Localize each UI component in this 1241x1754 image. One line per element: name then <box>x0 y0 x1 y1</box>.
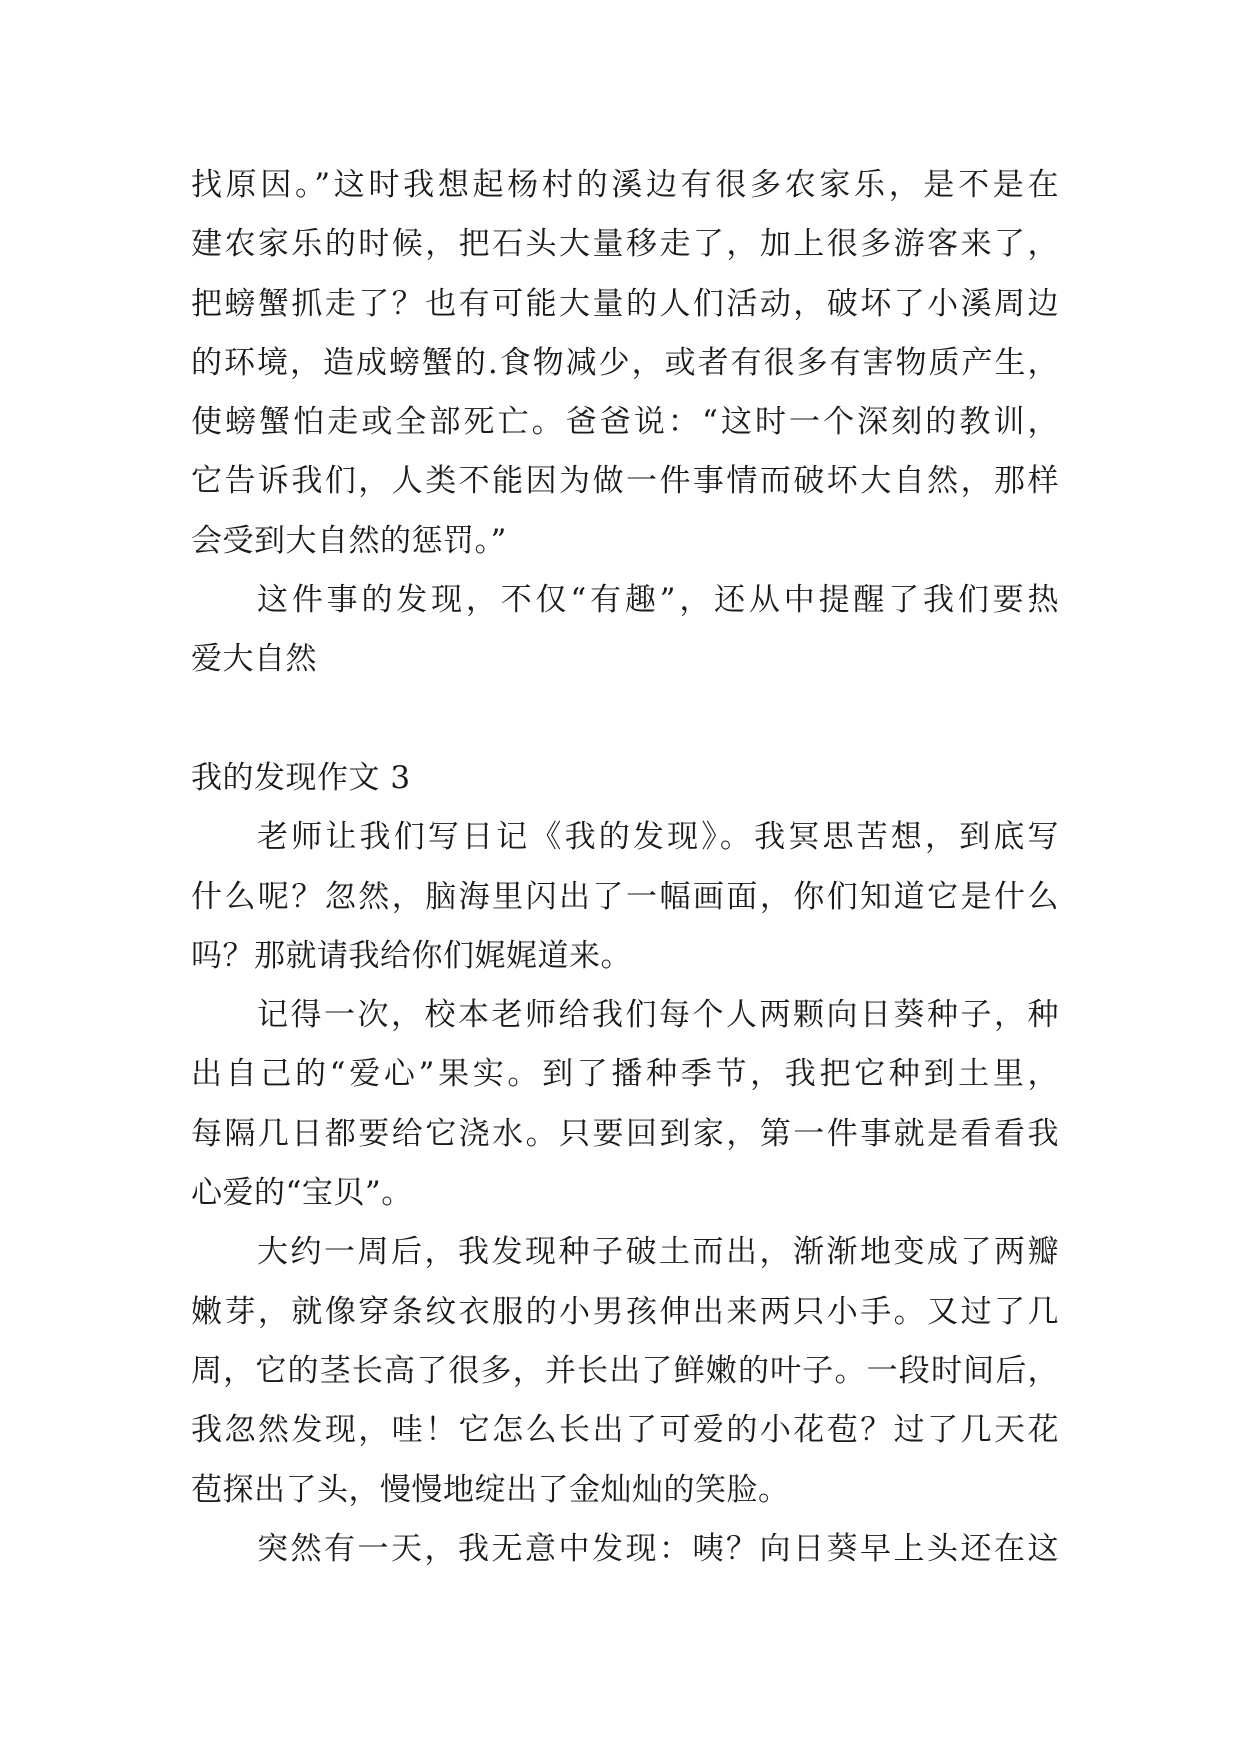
text-line: 找原因。”这时我想起杨村的溪边有很多农家乐，是不是在 <box>191 167 1059 203</box>
paragraph <box>191 986 1059 1223</box>
paragraph-continuation <box>191 156 1059 571</box>
text-line: 这件事的发现，不仅“有趣”，还从中提醒了我们要热 <box>257 582 1059 619</box>
text-line: 使螃蟹怕走或全部死亡。爸爸说：“这时一个深刻的教训， <box>191 404 1059 441</box>
text-line: 出自己的“爱心”果实。到了播种季节，我把它种到土里， <box>191 1056 1059 1093</box>
text-line: 会受到大自然的惩罚。” <box>191 522 507 559</box>
text-line: 我忽然发现，哇！它怎么长出了可爱的小花苞？过了几天花 <box>191 1412 1059 1449</box>
text-line: 什么呢？忽然，脑海里闪出了一幅画面，你们知道它是什么 <box>191 878 1059 915</box>
section-heading: 我的发现作文 3 <box>191 759 411 796</box>
text-line: 嫩芽，就像穿条纹衣服的小男孩伸出来两只小手。又过了几 <box>191 1293 1059 1330</box>
text-line: 把螃蟹抓走了？也有可能大量的人们活动，破坏了小溪周边 <box>191 285 1059 322</box>
text-line: 老师让我们写日记《我的发现》。我冥思苦想，到底写 <box>257 819 1059 856</box>
text-line: 周，它的茎长高了很多，并长出了鲜嫩的叶子。一段时间后， <box>191 1352 1059 1389</box>
text-line: 它告诉我们，人类不能因为做一件事情而破坏大自然，那样 <box>191 463 1059 500</box>
text-line: 建农家乐的时候，把石头大量移走了，加上很多游客来了， <box>191 226 1059 263</box>
text-line: 吗？那就请我给你们娓娓道来。 <box>191 937 632 974</box>
text-line: 的环境，造成螃蟹的.食物减少，或者有很多有害物质产生， <box>191 344 1059 381</box>
text-line: 大约一周后，我发现种子破土而出，渐渐地变成了两瓣 <box>257 1234 1059 1271</box>
text-line: 苞探出了头，慢慢地绽出了金灿灿的笑脸。 <box>191 1471 790 1508</box>
paragraph <box>191 571 1059 690</box>
text-line: 记得一次，校本老师给我们每个人两颗向日葵种子，种 <box>257 997 1059 1034</box>
text-line: 爱大自然 <box>191 641 317 678</box>
document-body <box>191 156 1059 1579</box>
paragraph <box>191 1520 1059 1579</box>
blank-line <box>191 690 1059 749</box>
paragraph <box>191 1223 1059 1519</box>
paragraph <box>191 808 1059 986</box>
text-line: 每隔几日都要给它浇水。只要回到家，第一件事就是看看我 <box>191 1115 1059 1152</box>
text-line: 突然有一天，我无意中发现：咦？向日葵早上头还在这 <box>257 1530 1059 1567</box>
text-line: 心爱的“宝贝”。 <box>191 1175 413 1212</box>
